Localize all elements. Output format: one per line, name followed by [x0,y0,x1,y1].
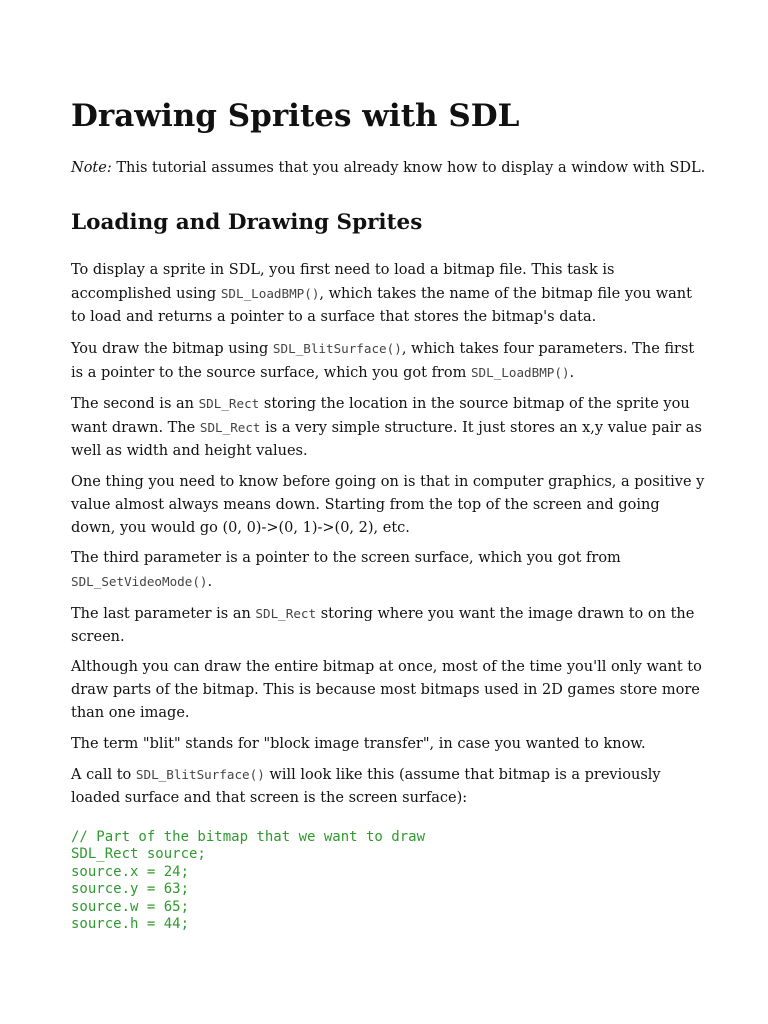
code-line: source.x = 24; [71,863,190,880]
text-run: , which takes the name of the bitmap file you want to load and returns a pointer to a surface that stores the bitmap's data. [71,286,692,325]
inline-code: SDL_LoadBMP() [220,286,320,301]
text-run: will look like this (assume that bitmap is a previously loaded surface and that screen is the screen surface): [71,767,661,806]
text-run: is a very simple structure. It just stores an x,y value pair as well as width and height values. [71,420,702,459]
inline-code: SDL_LoadBMP() [470,364,570,380]
text-run: A call to [71,767,136,783]
code-line: source.y = 63; [71,881,190,898]
text-run: storing the location in the source bitmap of the sprite you want drawn. The [71,396,690,436]
body-text [71,259,707,818]
code-block [71,829,425,933]
paragraph-y-axis: One thing you need to know before going on is that in computer graphics, a positive y value almost always means down. Starting from the top of the screen and going down, you would go (0, 0)->(0, 1)->(0, 2), etc. [71,473,705,536]
code-line: source.w = 65; [71,898,190,915]
inline-code: SDL_SetVideoMode() [71,574,208,589]
paragraph-blit-surface [71,337,707,385]
paragraph-last-parameter [71,602,707,649]
note-paragraph [71,157,705,180]
paragraph-draw-parts: Although you can draw the entire bitmap at once, most of the time you'll only want to draw parts of the bitmap. This is because most bitmaps used in 2D games store more than one image. [71,659,702,721]
text-run: The second is an [71,396,199,412]
text-run: , which takes four parameters. The first is a pointer to the source surface, which you got from [71,340,695,381]
inline-code: SDL_BlitSurface() [135,767,265,782]
paragraph-blit-meaning: The term "blit" stands for "block image transfer", in case you wanted to know. [71,735,646,752]
text-run: storing where you want the image drawn to on the screen. [71,605,695,645]
text-run: . [207,574,213,590]
inline-code: SDL_BlitSurface() [272,340,402,356]
code-line: SDL_Rect source; [71,846,206,863]
text-run: . [569,364,575,381]
inline-code: SDL_Rect [198,396,260,411]
code-line: // Part of the bitmap that we want to draw [71,829,426,845]
inline-code: SDL_Rect [199,420,261,435]
page-title: Drawing Sprites with SDL [71,98,520,134]
text-run: You draw the bitmap using [71,340,273,357]
code-line: source.h = 44; [71,916,190,933]
section-heading: Loading and Drawing Sprites [71,210,423,235]
inline-code: SDL_Rect [255,605,317,621]
note-text: This tutorial assumes that you already know how to display a window with SDL. [111,160,706,176]
paragraph-load-bitmap [71,259,707,329]
paragraph-screen-surface [71,547,707,594]
paragraph-sdl-rect [71,392,707,463]
text-run: The last parameter is an [71,605,256,622]
note-label: Note: [71,160,112,176]
text-run: To display a sprite in SDL, you first need to load a bitmap file. This task is accomplished using [71,262,615,302]
text-run: The third parameter is a pointer to the screen surface, which you got from [71,550,621,566]
paragraph-call-example [71,763,707,810]
